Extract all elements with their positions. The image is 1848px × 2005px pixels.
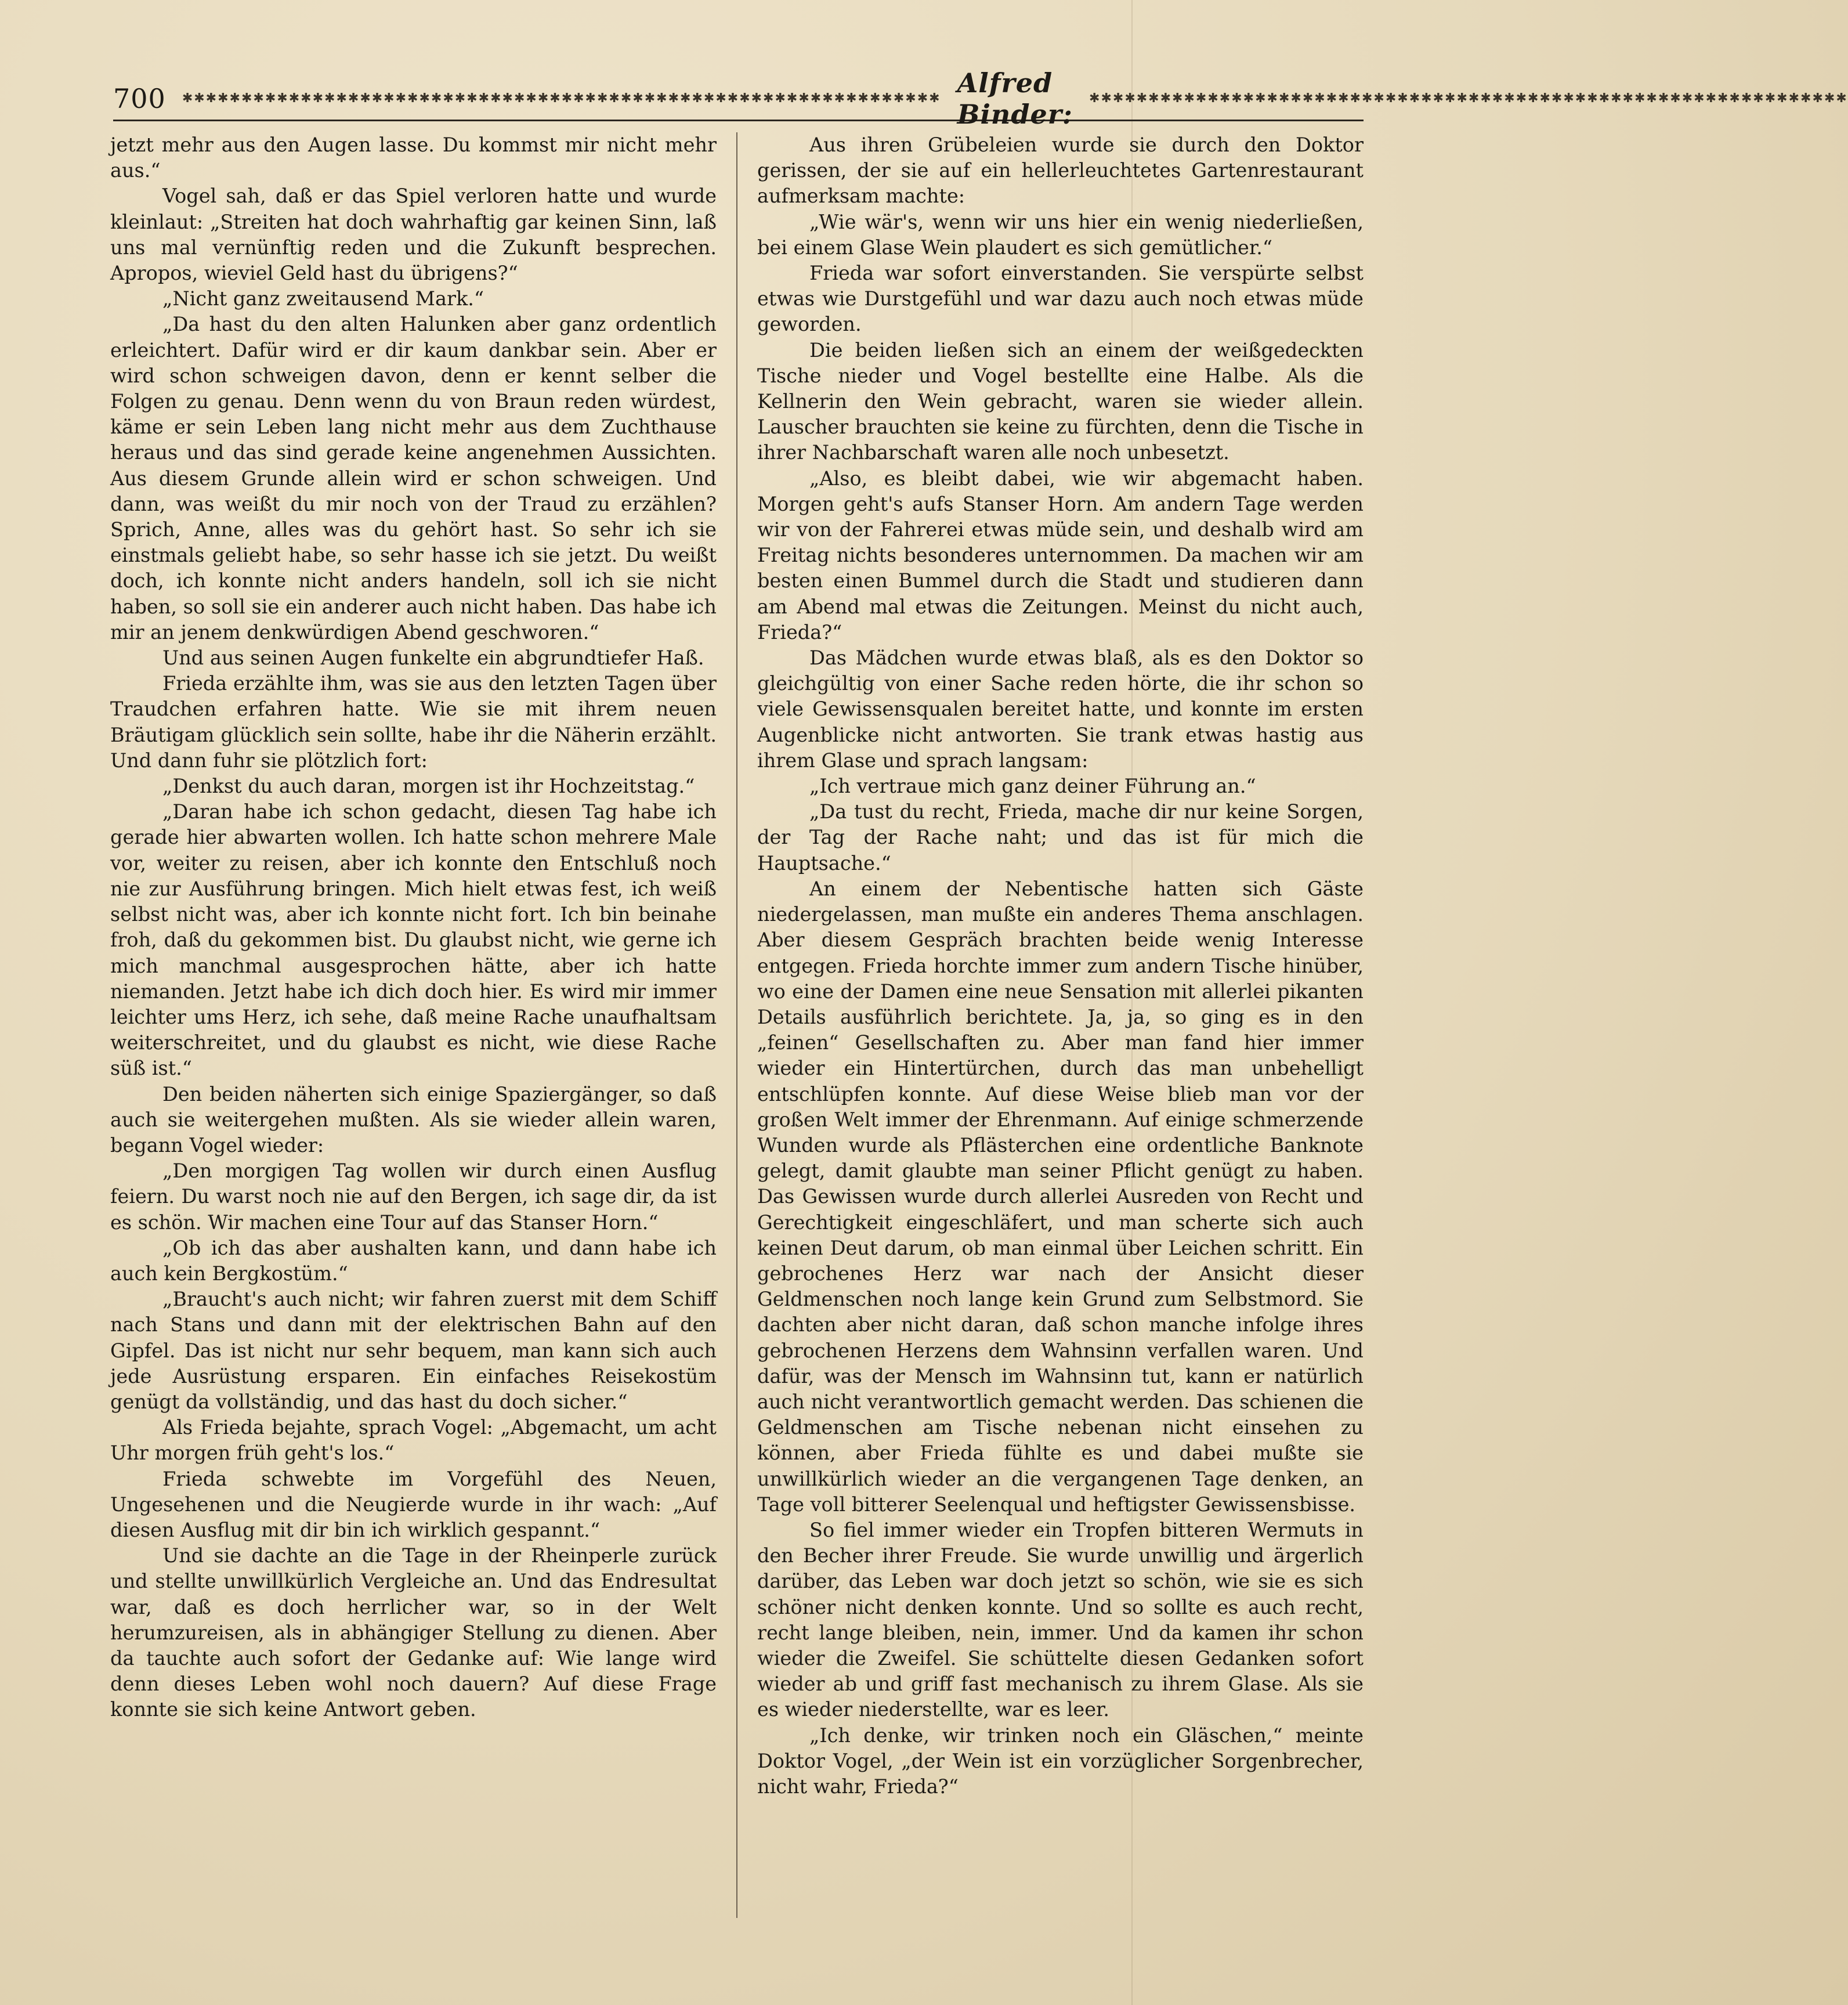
paragraph: jetzt mehr aus den Augen lasse. Du kommst mir nicht mehr aus.“ bbox=[110, 133, 717, 182]
page-header bbox=[113, 67, 1848, 130]
paragraph: Die beiden ließen sich an einem der weißgedeckten Tische nieder und Vogel bestellte eine Halbe. Als die Kellnerin den Wein gebracht, waren sie wieder allein. Lauscher brauchten sie keine zu fürchten, denn die Tische in ihrer Nachbarschaft waren alle noch unbesetzt. bbox=[757, 338, 1364, 464]
paragraph: „Denkst du auch daran, morgen ist ihr Hochzeitstag.“ bbox=[162, 775, 695, 798]
paragraph: „Braucht's auch nicht; wir fahren zuerst mit dem Schiff nach Stans und dann mit der elektrischen Bahn auf den Gipfel. Das ist nicht nur sehr bequem, man kann sich auch jede Ausrüstung ersparen. Ein einfaches Reisekostüm genügt da vollständig, und das hast du doch sicher.“ bbox=[110, 1288, 717, 1413]
paragraph: Aus ihren Grübeleien wurde sie durch den Doktor gerissen, der sie auf ein hellerleuchtetes Gartenrestaurant aufmerksam machte: bbox=[757, 133, 1364, 208]
paragraph: „Ich denke, wir trinken noch ein Gläschen,“ meinte Doktor Vogel, „der Wein ist ein vorzüglicher Sorgenbrecher, nicht wahr, Frieda?“ bbox=[757, 1724, 1364, 1798]
header-ornament-right: ✱✱✱✱✱✱✱✱✱✱✱✱✱✱✱✱✱✱✱✱✱✱✱✱✱✱✱✱✱✱✱✱✱✱✱✱✱✱✱✱✱✱✱✱✱✱✱✱✱✱✱✱✱✱✱✱✱✱✱✱✱✱✱✱ bbox=[1089, 91, 1848, 106]
header-ornament-left: ✱✱✱✱✱✱✱✱✱✱✱✱✱✱✱✱✱✱✱✱✱✱✱✱✱✱✱✱✱✱✱✱✱✱✱✱✱✱✱✱✱✱✱✱✱✱✱✱✱✱✱✱✱✱✱✱✱✱✱✱✱✱✱✱ bbox=[182, 91, 941, 106]
page-number: 700 bbox=[113, 83, 166, 114]
paragraph: An einem der Nebentische hatten sich Gäste niedergelassen, man mußte ein anderes Thema anschlagen. Aber diesem Gespräch brachten beide wenig Interesse entgegen. Frieda horchte immer zum andern Tische hinüber, wo eine der Damen eine neue Sensation mit allerlei pikanten Details ausführlich berichtete. Ja, ja, so ging es in den „feinen“ Gesellschaften zu. Aber man fand hier immer wieder ein Hintertürchen, durch das man unbehelligt entschlüpfen konnte. Auf diese Weise blieb man vor der großen Welt immer der Ehrenmann. Auf einige schmerzende Wunden wurde als Pflästerchen eine ordentliche Banknote gelegt, damit glaubte man seiner Pflicht genügt zu haben. Das Gewissen wurde durch allerlei Ausreden von Recht und Gerechtigkeit eingeschläfert, und man scherte sich auch keinen Deut darum, ob man einmal über Leichen schritt. Ein gebrochenes Herz war nach der Ansicht dieser Geldmenschen noch lange kein Grund zum Selbstmord. Sie dachten aber nicht daran, daß schon manche infolge ihres gebrochenen Herzens dem Wahnsinn verfallen waren. Und dafür, was der Mensch im Wahnsinn tut, kann er natürlich auch nicht verantwortlich gemacht werden. Das schienen die Geldmenschen am Tische nebenan nicht einsehen zu können, aber Frieda fühlte es und dabei mußte sie unwillkürlich wieder an die vergangenen Tage denken, an Tage voll bitterer Seelenqual und heftigster Gewissensbisse. bbox=[757, 877, 1364, 1516]
paragraph: „Wie wär's, wenn wir uns hier ein wenig niederließen, bei einem Glase Wein plaudert es sich gemütlicher.“ bbox=[757, 210, 1364, 259]
paragraph: Vogel sah, daß er das Spiel verloren hatte und wurde kleinlaut: „Streiten hat doch wahrhaftig gar keinen Sinn, laß uns mal vernünftig reden und die Zukunft besprechen. Apropos, wieviel Geld hast du übrigens?“ bbox=[110, 185, 717, 285]
paragraph: Frieda schwebte im Vorgefühl des Neuen, Ungesehenen und die Neugierde wurde in ihr wach: „Auf diesen Ausflug mit dir bin ich wirklich gespannt.“ bbox=[110, 1467, 717, 1541]
paragraph: Und sie dachte an die Tage in der Rheinperle zurück und stellte unwillkürlich Vergleiche an. Und das Endresultat war, daß es doch herrlicher war, so in der Welt herumzureisen, als in abhängiger Stellung zu dienen. Aber da tauchte auch sofort der Gedanke auf: Wie lange wird denn dieses Leben wohl noch dauern? Auf diese Frage konnte sie sich keine Antwort geben. bbox=[110, 1544, 717, 1721]
paragraph: „Also, es bleibt dabei, wie wir abgemacht haben. Morgen geht's aufs Stanser Horn. Am andern Tage werden wir von der Fahrerei etwas müde sein, und deshalb wird am Freitag nichts besonderes unternommen. Da machen wir am besten einen Bummel durch die Stadt und studieren dann am Abend mal etwas die Zeitungen. Meinst du nicht auch, Frieda?“ bbox=[757, 467, 1364, 644]
paragraph: „Ich vertraue mich ganz deiner Führung an.“ bbox=[809, 775, 1256, 798]
paragraph: So fiel immer wieder ein Tropfen bitteren Wermuts in den Becher ihrer Freude. Sie wurde unwillig und ärgerlich darüber, das Leben war doch jetzt so schön, wie sie es sich schöner nicht denken konnte. Und so sollte es auch recht, recht lange bleiben, nein, immer. Und da kamen ihr schon wieder die Zweifel. Sie schüttelte diesen Gedanken sofort wieder ab und griff fast mechanisch zu ihrem Glase. Als sie es wieder niederstellte, war es leer. bbox=[757, 1518, 1364, 1721]
paragraph: „Den morgigen Tag wollen wir durch einen Ausflug feiern. Du warst noch nie auf den Bergen, ich sage dir, da ist es schön. Wir machen eine Tour auf das Stanser Horn.“ bbox=[110, 1159, 717, 1234]
running-head-author: Alfred Binder: bbox=[957, 67, 1073, 130]
paragraph: „Ob ich das aber aushalten kann, und dann habe ich auch kein Bergkostüm.“ bbox=[110, 1236, 717, 1285]
paragraph: „Da tust du recht, Frieda, mache dir nur keine Sorgen, der Tag der Rache naht; und das ist für mich die Hauptsache.“ bbox=[757, 800, 1364, 875]
paragraph: „Da hast du den alten Halunken aber ganz ordentlich erleichtert. Dafür wird er dir kaum dankbar sein. Aber er wird schon schweigen davon, denn er kennt selber die Folgen zu genau. Denn wenn du von Braun reden würdest, käme er sein Leben lang nicht mehr aus dem Zuchthause heraus und das sind gerade keine angenehmen Aussichten. Aus diesem Grunde allein wird er schon schweigen. Und dann, was weißt du mir noch von der Traud zu erzählen? Sprich, Anne, alles was du gehört hast. So sehr ich sie einstmals geliebt habe, so sehr hasse ich sie jetzt. Du weißt doch, ich konnte nicht anders handeln, soll ich sie nicht haben, so soll sie ein anderer auch nicht haben. Das habe ich mir an jenem denkwürdigen Abend geschworen.“ bbox=[110, 313, 717, 644]
text-columns bbox=[110, 132, 1364, 1918]
paragraph: Frieda war sofort einverstanden. Sie verspürte selbst etwas wie Durstgefühl und war dazu auch noch etwas müde geworden. bbox=[757, 262, 1364, 336]
paragraph: Das Mädchen wurde etwas blaß, als es den Doktor so gleichgültig von einer Sache reden hörte, die ihr schon so viele Gewissensqualen bereitet hatte, und konnte im ersten Augenblicke nicht antworten. Sie trank etwas hastig aus ihrem Glase und sprach langsam: bbox=[757, 646, 1364, 772]
paragraph: Den beiden näherten sich einige Spaziergänger, so daß auch sie weitergehen mußten. Als sie wieder allein waren, begann Vogel wieder: bbox=[110, 1082, 717, 1157]
paragraph: Als Frieda bejahte, sprach Vogel: „Abgemacht, um acht Uhr morgen früh geht's los.“ bbox=[110, 1416, 717, 1465]
paragraph: Und aus seinen Augen funkelte ein abgrundtiefer Haß. bbox=[162, 646, 704, 670]
right-column bbox=[757, 132, 1364, 1918]
left-column bbox=[110, 132, 717, 1918]
paragraph: „Nicht ganz zweitausend Mark.“ bbox=[162, 287, 484, 310]
paragraph: „Daran habe ich schon gedacht, diesen Tag habe ich gerade hier abwarten wollen. Ich hatte schon mehrere Male vor, weiter zu reisen, aber ich konnte den Entschluß noch nie zur Ausführung bringen. Mich hielt etwas fest, ich weiß selbst nicht was, aber ich konnte nicht fort. Ich bin beinahe froh, daß du gekommen bist. Du glaubst nicht, wie gerne ich mich manchmal ausgesprochen hätte, aber ich hatte niemanden. Jetzt habe ich dich doch hier. Es wird mir immer leichter ums Herz, ich sehe, daß meine Rache unaufhaltsam weiterschreitet, und du glaubst es nicht, wie diese Rache süß ist.“ bbox=[110, 800, 717, 1080]
paragraph: Frieda erzählte ihm, was sie aus den letzten Tagen über Traudchen erfahren hatte. Wie sie mit ihrem neuen Bräutigam glücklich sein sollte, habe ihr die Näherin erzählt. Und dann fuhr sie plötzlich fort: bbox=[110, 672, 717, 772]
